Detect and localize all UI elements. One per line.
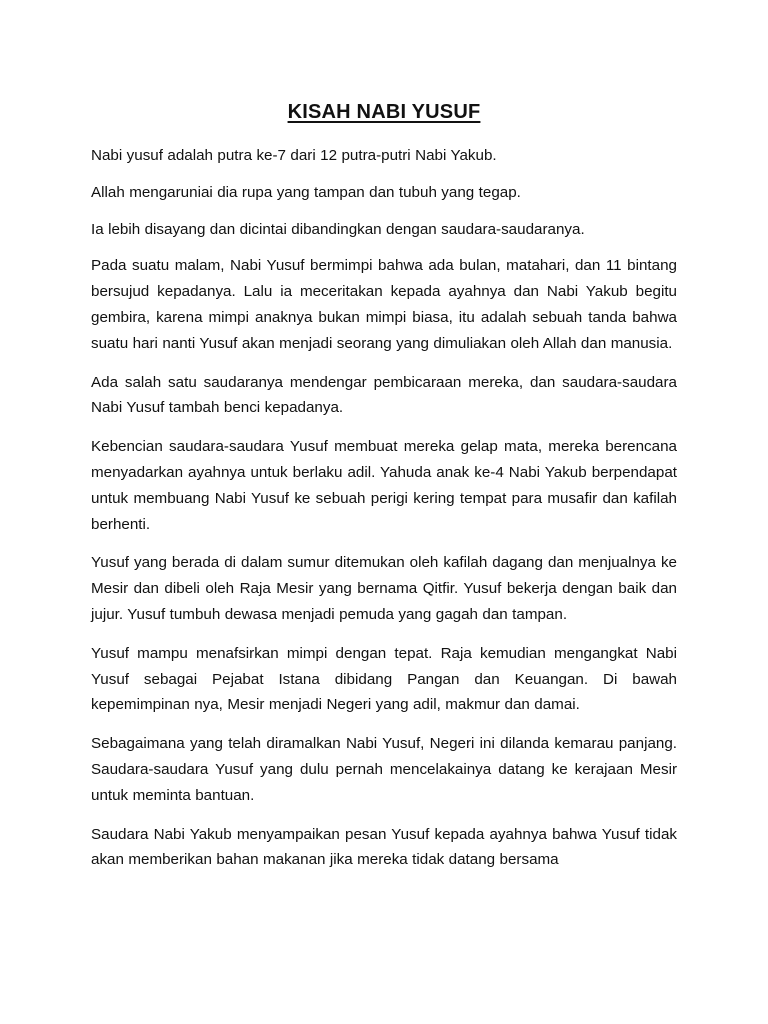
paragraph-5: Ada salah satu saudaranya mendengar pembicaraan mereka, dan saudara-saudara Nabi Yusuf tambah benci kepadanya. <box>91 373 677 417</box>
document-body <box>91 143 677 886</box>
document-title: KISAH NABI YUSUF <box>287 101 481 123</box>
paragraph-9: Sebagaimana yang telah diramalkan Nabi Yusuf, Negeri ini dilanda kemarau panjang. Saudara-saudara Yusuf yang dulu pernah mencelakainya datang ke kerajaan Mesir untuk meminta bantuan. <box>91 735 677 804</box>
paragraph-2: Allah mengaruniai dia rupa yang tampan dan tubuh yang tegap. <box>91 183 521 201</box>
paragraph-4: Pada suatu malam, Nabi Yusuf bermimpi bahwa ada bulan, matahari, dan 11 bintang bersujud kepadanya. Lalu ia meceritakan kepada ayahnya dan Nabi Yakub begitu gembira, karena mimpi anaknya bukan mimpi biasa, itu adalah sebuah tanda bahwa suatu hari nanti Yusuf akan menjadi seorang yang dimuliakan oleh Allah dan manusia. <box>91 257 677 352</box>
paragraph-6: Kebencian saudara-saudara Yusuf membuat mereka gelap mata, mereka berencana menyadarkan ayahnya untuk berlaku adil. Yahuda anak ke-4 Nabi Yakub berpendapat untuk membuang Nabi Yusuf ke sebuah perigi kering tempat para musafir dan kafilah berhenti. <box>91 438 677 533</box>
paragraph-1: Nabi yusuf adalah putra ke-7 dari 12 putra-putri Nabi Yakub. <box>91 147 497 164</box>
paragraph-8: Yusuf mampu menafsirkan mimpi dengan tepat. Raja kemudian mengangkat Nabi Yusuf sebagai Pejabat Istana dibidang Pangan dan Keuangan. Di bawah kepemimpinan nya, Mesir menjadi Negeri yang adil, makmur dan damai. <box>91 644 677 714</box>
paragraph-7: Yusuf yang berada di dalam sumur ditemukan oleh kafilah dagang dan menjualnya ke Mesir dan dibeli oleh Raja Mesir yang bernama Qitfir. Yusuf bekerja dengan baik dan jujur. Yusuf tumbuh dewasa menjadi pemuda yang gagah dan tampan. <box>91 554 677 623</box>
paragraph-10: Saudara Nabi Yakub menyampaikan pesan Yusuf kepada ayahnya bahwa Yusuf tidak akan memberikan bahan makanan jika mereka tidak datang bersama <box>91 825 677 869</box>
paragraph-3: Ia lebih disayang dan dicintai dibandingkan dengan saudara-saudaranya. <box>91 220 585 238</box>
